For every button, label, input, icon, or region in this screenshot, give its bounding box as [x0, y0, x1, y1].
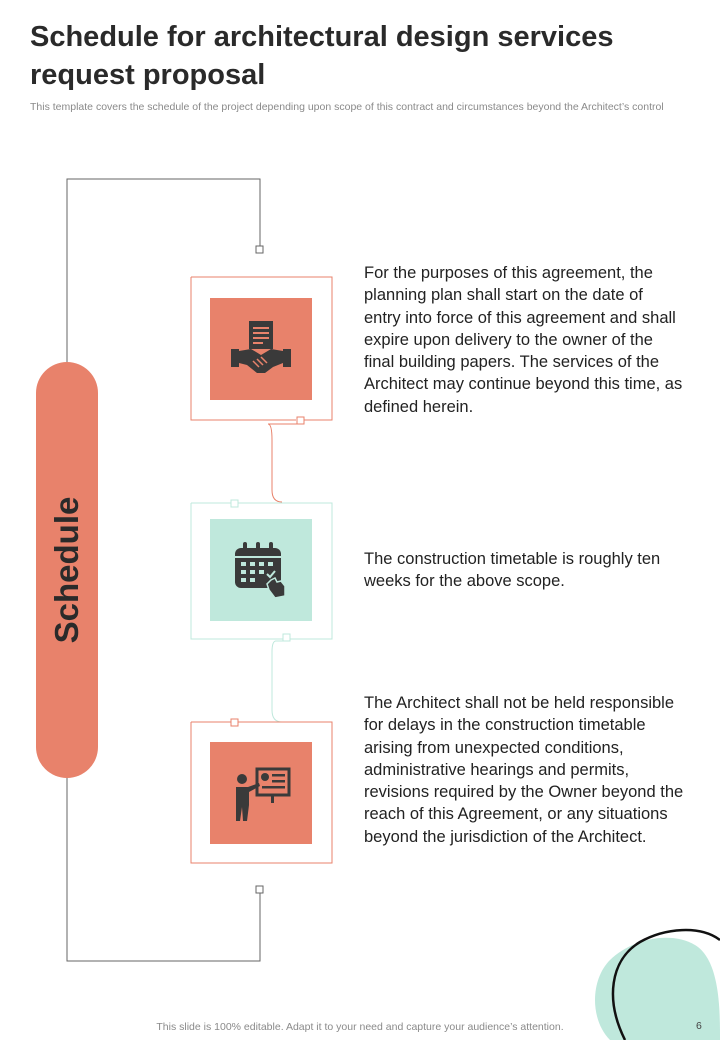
footer-note: This slide is 100% editable. Adapt it to your need and capture your audience’s attention.: [156, 1021, 564, 1033]
schedule-pill: [36, 362, 98, 778]
calendar-click-icon: [210, 519, 312, 621]
step-3-text: The Architect shall not be held responsible for delays in the construction timetable arising from unexpected conditions, administrative hearings and permits, revisions required by the Owner beyond the reach of this Agreement, or any situations beyond the jurisdiction of the Architect.: [364, 694, 684, 846]
page-subtitle: This template covers the schedule of the project depending upon scope of this contract and circumstances beyond the Architect’s control: [30, 101, 664, 113]
page-number: 6: [696, 1020, 702, 1032]
handshake-contract-icon: [210, 298, 312, 400]
page-title: Schedule for architectural design services request proposal: [30, 21, 614, 91]
step-2-text: The construction timetable is roughly ten weeks for the above scope.: [364, 550, 661, 591]
schedule-label: Schedule: [48, 496, 85, 644]
presenter-board-icon: [210, 742, 312, 844]
step-1-text: For the purposes of this agreement, the planning plan shall start on the date of entry into force of this agreement and shall expire upon delivery to the owner of the final building papers. The services of the Architect may continue beyond this time, as defined herein.: [364, 264, 683, 416]
